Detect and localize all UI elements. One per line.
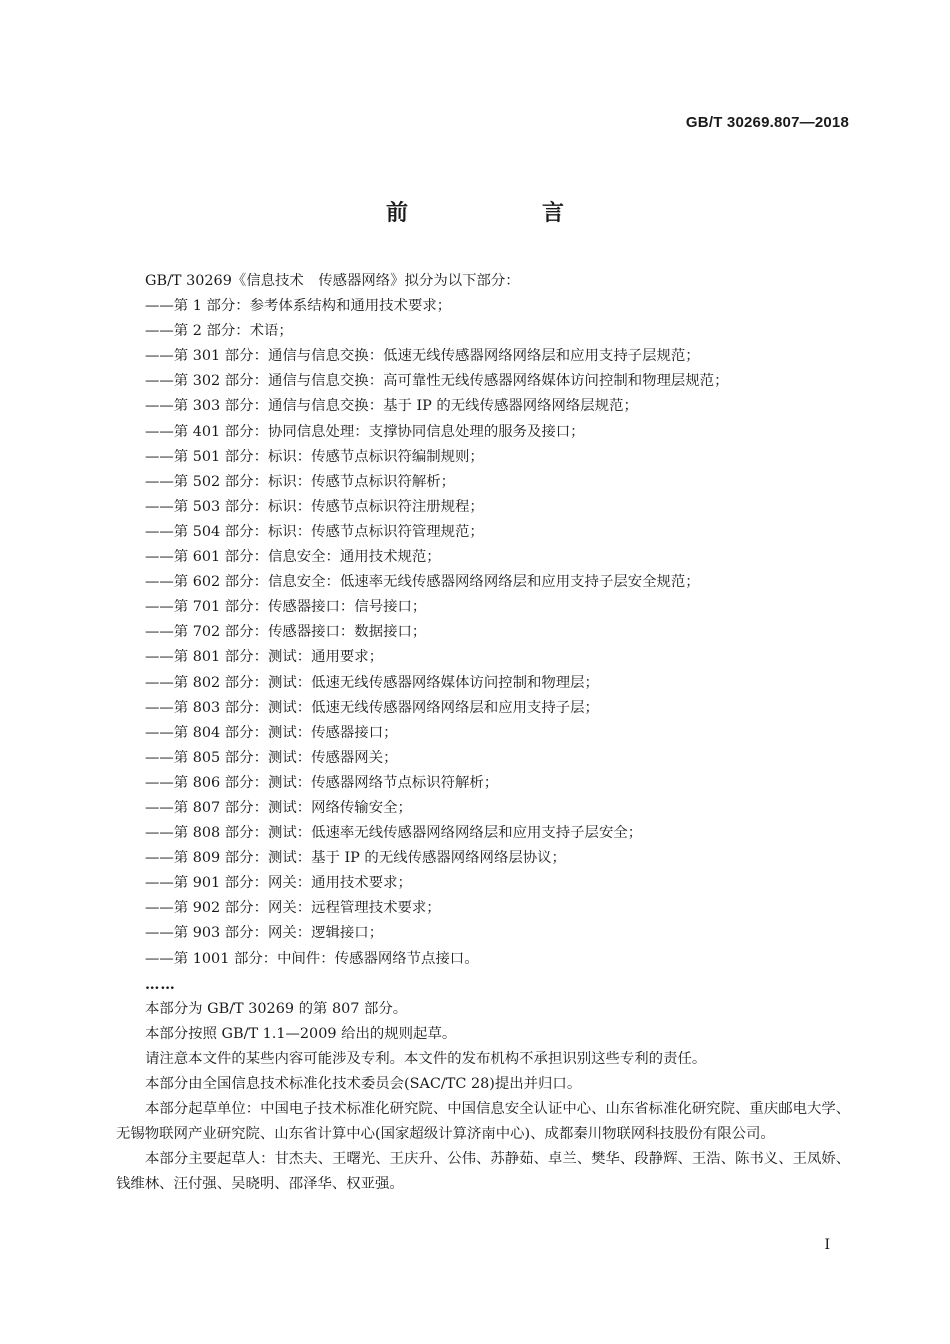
part-list-item: ——第 902 部分：网关：远程管理技术要求； [145,900,441,917]
part-list-item: ——第 601 部分：信息安全：通用技术规范； [145,549,441,566]
body-paragraph: 本部分主要起草人：甘杰夫、王曙光、王庆升、公伟、苏静茹、卓兰、樊华、段静辉、王浩、陈书义、王凤娇、钱维林、汪付强、吴晓明、邵泽华、权亚强。 [116,1151,851,1193]
part-list-item: ——第 807 部分：测试：网络传输安全； [145,799,412,816]
page-number: I [824,1237,830,1253]
part-list-item: ——第 801 部分：测试：通用要求； [145,649,384,666]
intro-line: GB/T 30269《信息技术 传感器网络》拟分为以下部分： [145,273,520,289]
part-list-item: ——第 503 部分：标识：传感节点标识符注册规程； [145,498,484,515]
part-list-item: ——第 901 部分：网关：通用技术要求； [145,875,412,892]
part-list-item: ——第 809 部分：测试：基于 IP 的无线传感器网络网络层协议； [145,850,566,867]
body-paragraph: 本部分按照 GB/T 1.1—2009 给出的规则起草。 [145,1025,457,1042]
part-list-item: ——第 602 部分：信息安全：低速率无线传感器网络网络层和应用支持子层安全规范； [145,574,700,591]
part-list-item: ——第 1 部分：参考体系结构和通用技术要求； [145,298,452,315]
body-paragraph: 本部分为 GB/T 30269 的第 807 部分。 [145,1000,408,1017]
body-paragraph: 本部分由全国信息技术标准化技术委员会(SAC/TC 28)提出并归口。 [145,1076,582,1092]
part-list-item: ——第 803 部分：测试：低速无线传感器网络网络层和应用支持子层； [145,699,599,716]
ellipsis: …… [145,975,176,993]
part-list-item: ——第 808 部分：测试：低速率无线传感器网络网络层和应用支持子层安全； [145,825,643,842]
part-list-item: ——第 502 部分：标识：传感节点标识符解析； [145,473,456,490]
body-paragraph: 本部分起草单位：中国电子技术标准化研究院、中国信息安全认证中心、山东省标准化研究院、重庆邮电大学、无锡物联网产业研究院、山东省计算中心(国家超级计算济南中心)、成都秦川物联网科技股份有限公司。 [116,1101,851,1143]
parts-list [116,294,854,972]
part-list-item: ——第 1001 部分：中间件：传感器网络节点接口。 [145,950,479,967]
part-list-item: ——第 303 部分：通信与信息交换：基于 IP 的无线传感器网络网络层规范； [145,398,638,415]
part-list-item: ——第 903 部分：网关：逻辑接口； [145,925,384,942]
part-list-item: ——第 501 部分：标识：传感节点标识符编制规则； [145,448,484,465]
part-list-item: ——第 702 部分：传感器接口：数据接口； [145,624,427,641]
part-list-item: ——第 804 部分：测试：传感器接口； [145,724,398,741]
part-list-item: ——第 805 部分：测试：传感器网关； [145,749,398,766]
part-list-item: ——第 504 部分：标识：传感节点标识符管理规范； [145,523,484,540]
part-list-item: ——第 2 部分：术语； [145,323,293,340]
page-title: 前 言 [385,201,620,226]
paragraph-list [116,997,854,1198]
foreword-body [116,269,854,1197]
part-list-item: ——第 701 部分：传感器接口：信号接口； [145,599,427,616]
part-list-item: ——第 301 部分：通信与信息交换：低速无线传感器网络网络层和应用支持子层规范； [145,348,700,365]
standard-number-header: GB/T 30269.807—2018 [685,114,849,131]
part-list-item: ——第 302 部分：通信与信息交换：高可靠性无线传感器网络媒体访问控制和物理层规范； [145,373,729,390]
part-list-item: ——第 802 部分：测试：低速无线传感器网络媒体访问控制和物理层； [145,674,599,691]
part-list-item: ——第 401 部分：协同信息处理：支撑协同信息处理的服务及接口； [145,423,585,440]
part-list-item: ——第 806 部分：测试：传感器网络节点标识符解析； [145,774,499,791]
body-paragraph: 请注意本文件的某些内容可能涉及专利。本文件的发布机构不承担识别这些专利的责任。 [145,1050,707,1067]
